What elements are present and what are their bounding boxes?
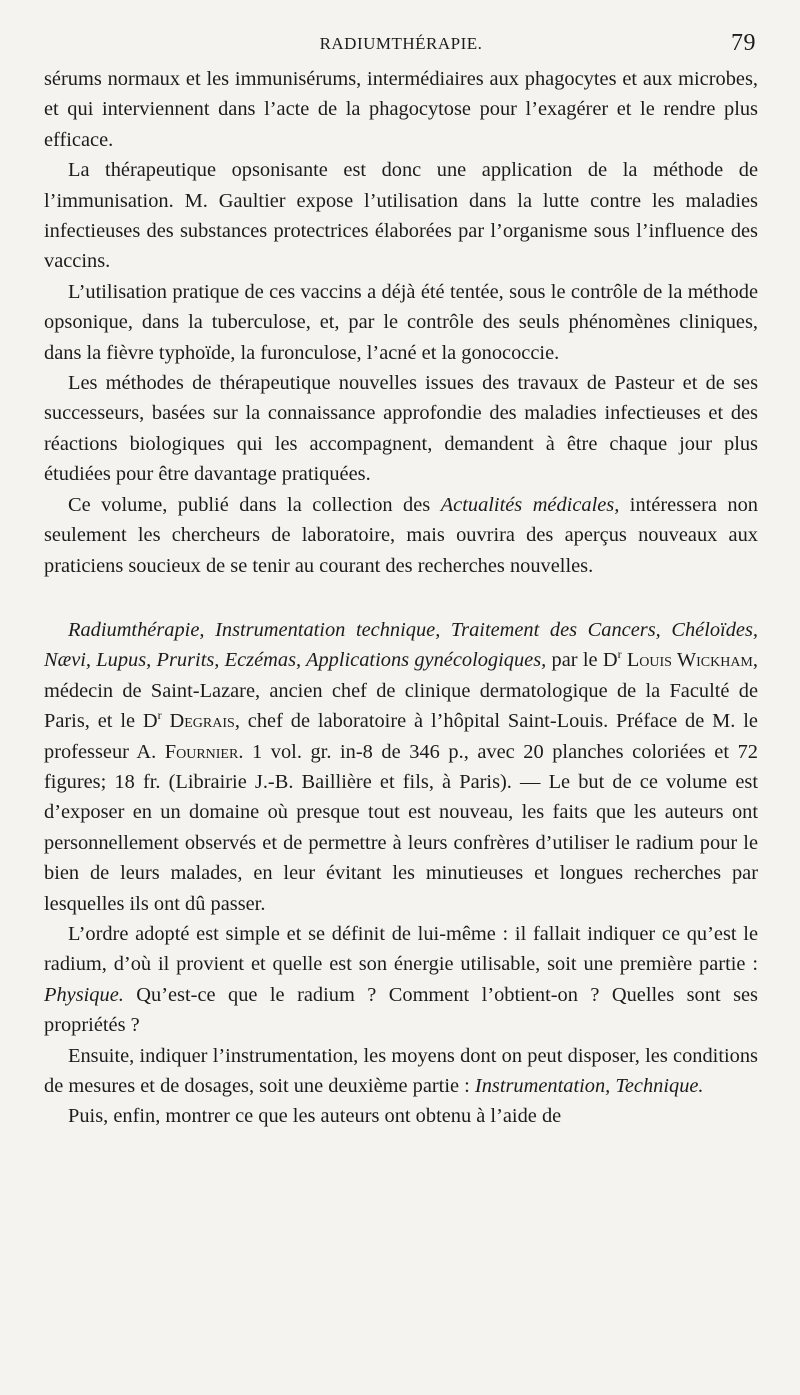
book-title: Radiumthérapie, Instrumentation technique, Traitement des Cancers, Chéloïdes, Nævi, Lupus, Prurits, Eczémas, Applications gynécologiques, xyxy=(44,618,758,672)
review-paragraph-2-text-b: Qu’est-ce que le radium ? Comment l’obtient-on ? Quelles sont ses propriétés ? xyxy=(44,983,758,1037)
review-body: . 1 vol. gr. in-8 de 346 p., avec 20 planches coloriées et 72 figures; 18 fr. (Librairie J.-B. Baillière et fils, à Paris). — Le but de ce volume est d’exposer en un domaine où presque tout est nouveau, les faits que les auteurs ont personnellement observés et de permettre à leurs confrères d’utiliser le radium pour le bien de leurs malades, en leur évitant les minutieuses et longues recherches par lesquelles ils ont dû passer. xyxy=(44,740,758,915)
doctor-superscript-2: r xyxy=(157,708,162,723)
author-1: Louis Wickham xyxy=(626,649,753,672)
doctor-superscript-1: r xyxy=(617,647,622,662)
preface-author: Fournier xyxy=(164,740,239,763)
review-paragraph-2 xyxy=(44,919,758,1041)
part-one-title: Physique. xyxy=(44,983,124,1006)
author-2-role: , chef de laboratoire à l’hôpital Saint-Louis. Préface de M. le professeur A. xyxy=(44,710,758,763)
section-gap xyxy=(44,581,758,615)
paragraph-5-text-b: intéressera non seulement les chercheurs de laboratoire, mais ouvrira des aperçus nouveaux aux praticiens soucieux de se tenir au courant des recherches nouvelles. xyxy=(44,493,758,577)
paragraph-2: La thérapeutique opsonisante est donc une application de la méthode de l’immunisation. M. Gaultier expose l’utilisation dans la lutte contre les maladies infectieuses des substances protectrices élaborées par l’organisme sous l’influence des vaccins. xyxy=(44,159,758,273)
author-2: Degrais xyxy=(169,710,235,733)
paragraph-5-text-a: Ce volume, publié dans la collection des xyxy=(68,493,441,516)
running-header xyxy=(44,30,758,64)
review-paragraph-3 xyxy=(44,1041,758,1102)
collection-title: Actualités médicales, xyxy=(440,493,620,516)
page-number: 79 xyxy=(731,30,756,56)
running-title: RADIUMTHÉRAPIE. xyxy=(319,34,483,53)
author-1-role: , médecin de Saint-Lazare, ancien chef de clinique dermatologique de la Faculté de Paris, et le D xyxy=(44,649,758,733)
paragraph-1: sérums normaux et les immunisérums, intermédiaires aux phagocytes et aux microbes, et qui interviennent dans l’acte de la phagocytose pour l’exagérer et le rendre plus efficace. xyxy=(44,68,758,151)
paragraph-4: Les méthodes de thérapeutique nouvelles issues des travaux de Pasteur et de ses successeurs, basées sur la connaissance approfondie des maladies infectieuses et des réactions biologiques qui les accompagnent, demandent à être chaque jour plus étudiées pour être davantage pratiquées. xyxy=(44,372,758,486)
review-by: par le D xyxy=(546,649,618,672)
review-paragraph-2-text-a: L’ordre adopté est simple et se définit de lui-même : il fallait indiquer ce qu’est le radium, d’où il provient et quelle est son énergie utilisable, soit une première partie : xyxy=(44,922,758,976)
part-two-title: Instrumentation, Technique. xyxy=(474,1075,704,1097)
review-paragraph-3-text: Ensuite, indiquer l’instrumentation, les moyens dont on peut disposer, les conditions de mesures et de dosages, soit une deuxième partie : xyxy=(44,1044,758,1097)
paragraph-5 xyxy=(44,490,758,581)
review-entry xyxy=(44,615,758,919)
review-paragraph-4: Puis, enfin, montrer ce que les auteurs ont obtenu à l’aide de xyxy=(68,1105,562,1128)
paragraph-3: L’utilisation pratique de ces vaccins a déjà été tentée, sous le contrôle de la méthode opsonique, dans la tuberculose, et, par le contrôle des seuls phénomènes cliniques, dans la fièvre typhoïde, la furonculose, l’acné et la gonococcie. xyxy=(44,280,758,364)
